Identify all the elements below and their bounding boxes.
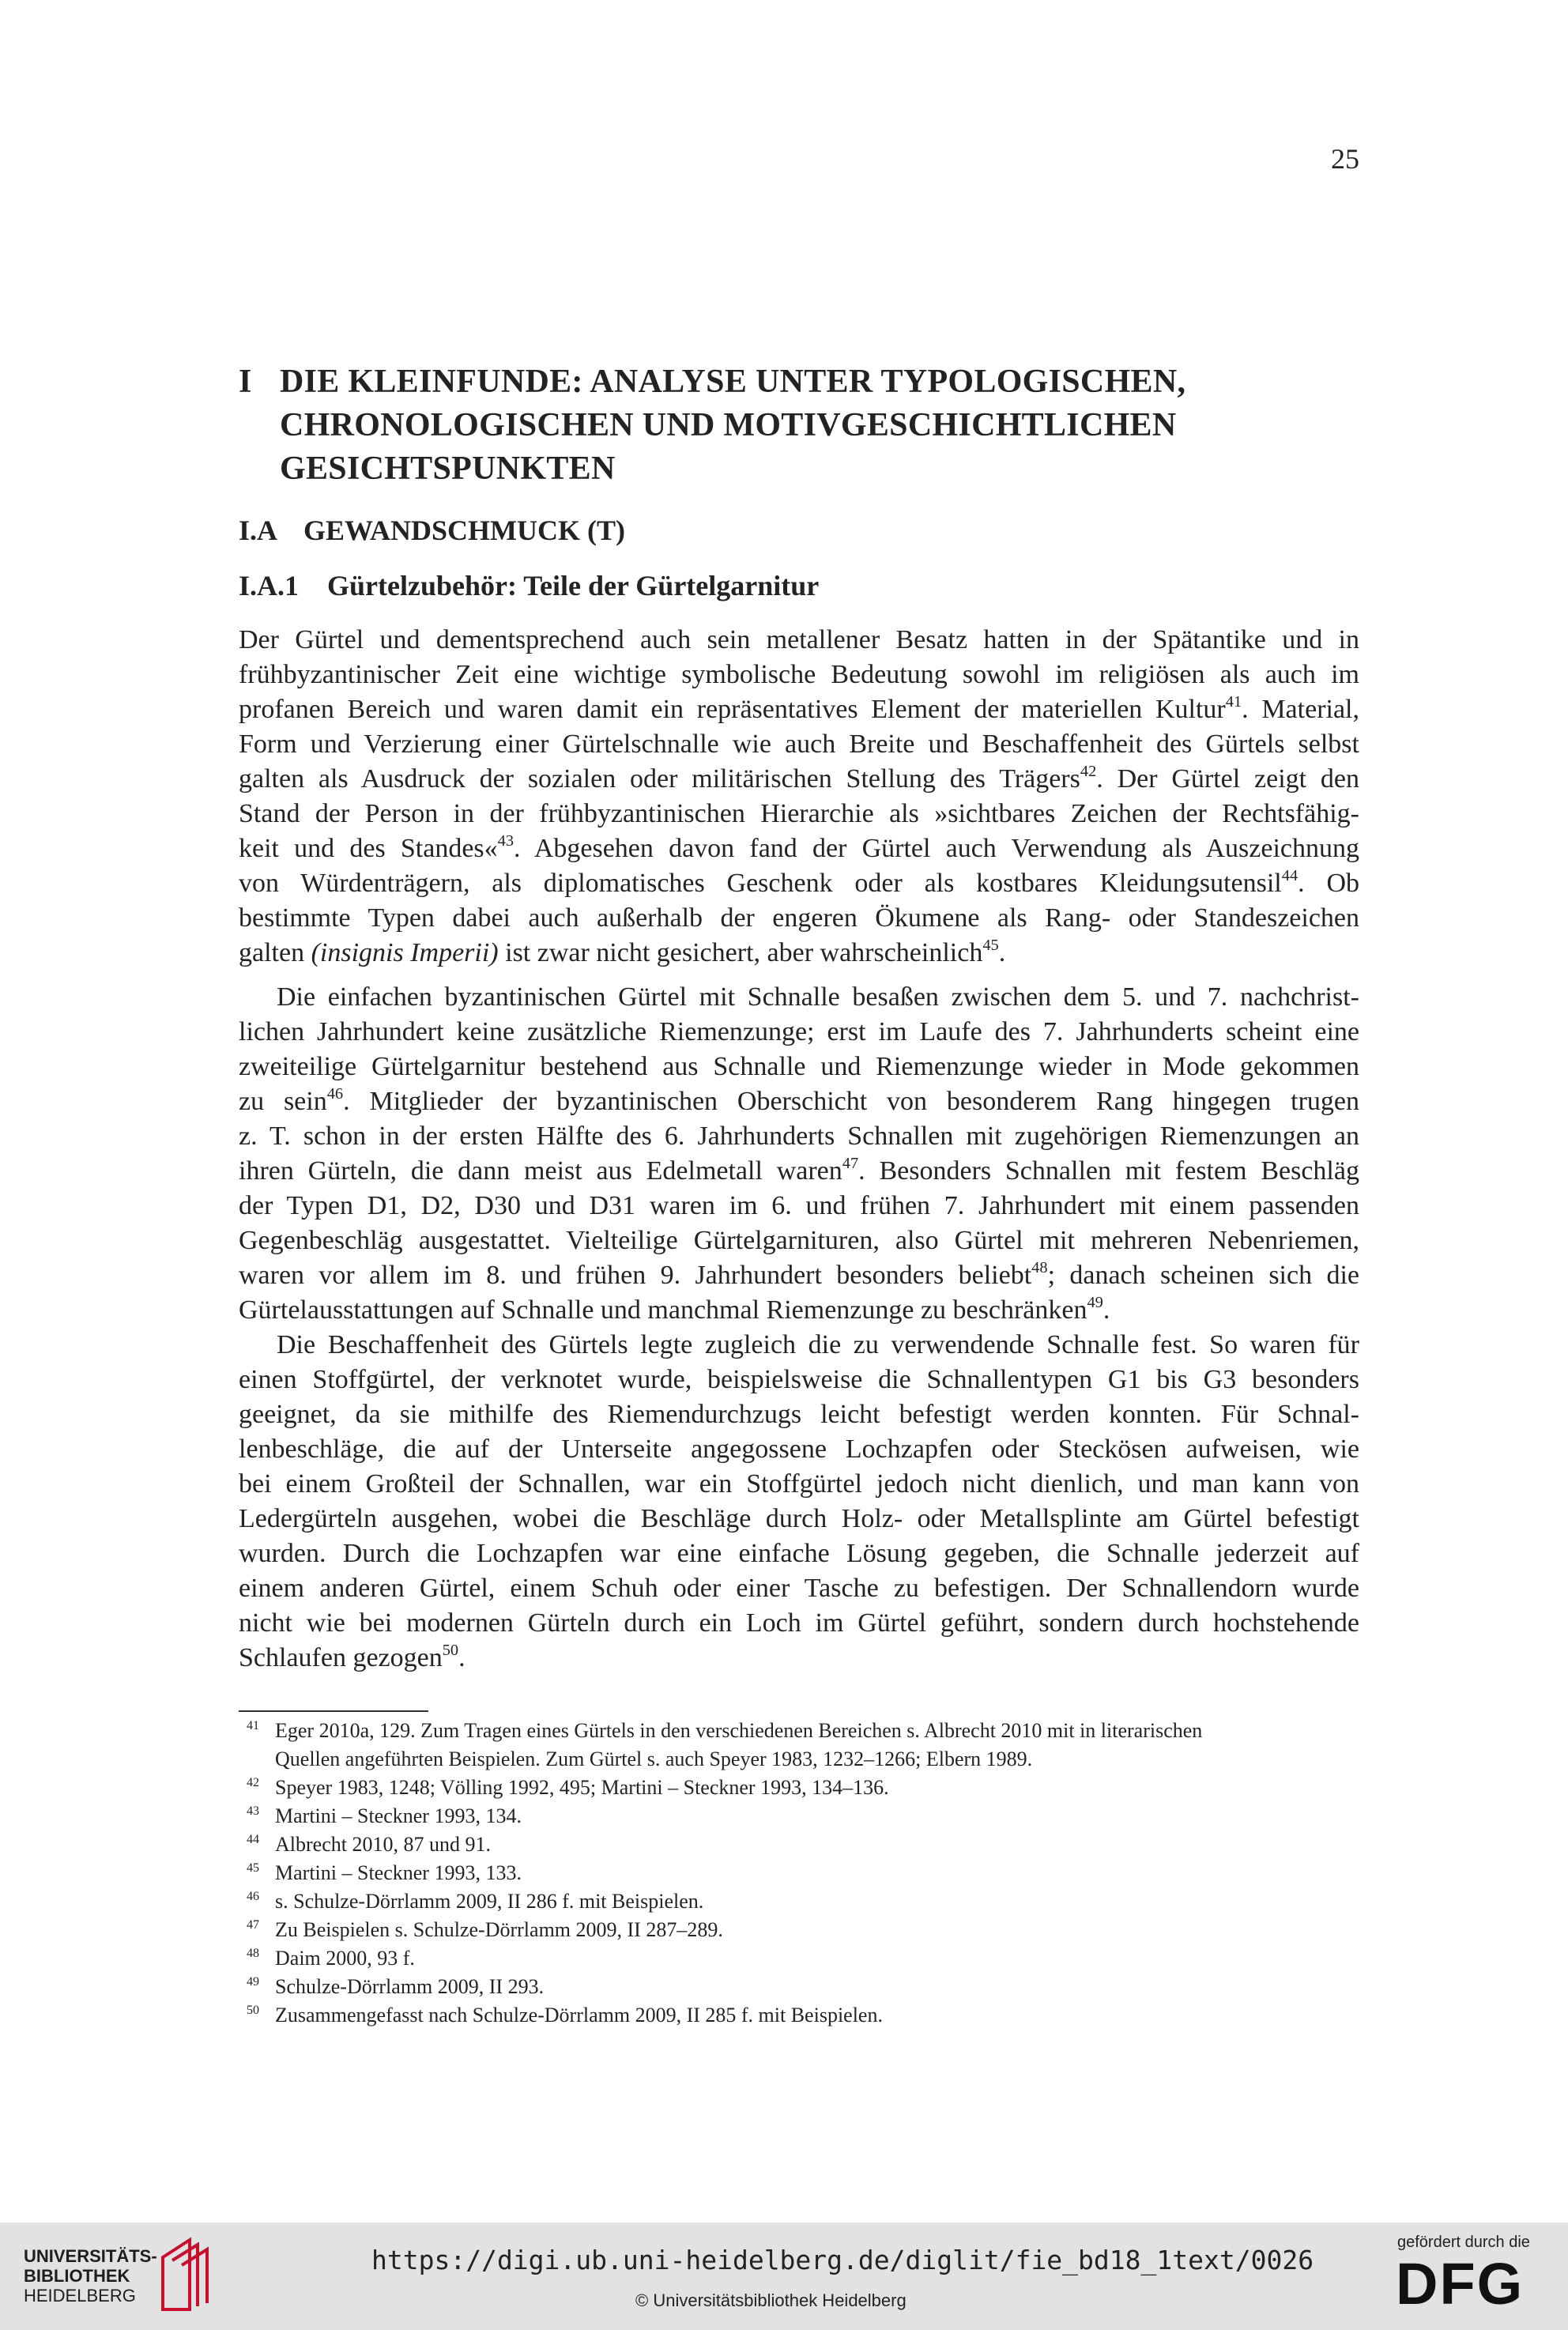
chapter-title-line: DIE KLEINFUNDE: ANALYSE UNTER TYPOLOGISCHEN, [280, 364, 1186, 400]
text-line: geeignet, da sie mithilfe des Riemendurchzugs leicht befestigt werden konnten. Für Schnal- [239, 1400, 1359, 1429]
footnote: 44 Albrecht 2010, 87 und 91. [239, 1830, 1361, 1859]
text-line: einem anderen Gürtel, einem Schuh oder einer Tasche zu befestigen. Der Schnallendorn wurde [239, 1574, 1359, 1603]
university-library-logo[interactable]: UNIVERSITÄTS- BIBLIOTHEK HEIDELBERG [24, 2246, 157, 2305]
footnote: 48 Daim 2000, 93 f. [239, 1944, 1361, 1973]
text-line: Gürtelausstattungen auf Schnalle und manchmal Riemenzunge zu beschränken$^{49}$. [239, 1293, 1110, 1325]
footnote-mark: 46 [247, 1890, 259, 1903]
paragraph [239, 980, 1359, 1328]
dfg-logo[interactable]: DFG [1396, 2251, 1525, 2317]
text-line: Ledergürteln ausgehen, wobei die Beschläge durch Holz- oder Metallsplinte am Gürtel befestigt [239, 1504, 1359, 1533]
footnote-mark: 42 [247, 1776, 259, 1789]
footnote-ref[interactable]: 43 [497, 831, 514, 850]
text-line: frühbyzantinischer Zeit eine wichtige symbolische Bedeutung sowohl im religiösen als auch im [239, 660, 1359, 689]
source-url-link[interactable]: https://digi.ub.uni-heidelberg.de/diglit/fie_bd18_1text/0026 [371, 2245, 1314, 2275]
text-line: einen Stoffgürtel, der verknotet wurde, beispielsweise die Schnallentypen G1 bis G3 besonders [239, 1365, 1359, 1394]
chapter-title-line: GESICHTSPUNKTEN [280, 451, 616, 487]
text-line: ihren Gürteln, die dann meist aus Edelmetall waren$^{47}$. Besonders Schnallen mit festem Beschläg [239, 1154, 1359, 1186]
footnote-ref[interactable]: 41 [1225, 692, 1242, 711]
text-line: lichen Jahrhundert keine zusätzliche Riemenzunge; erst im Laufe des 7. Jahrhunderts scheint eine [239, 1017, 1359, 1046]
subsection-title: Gürtelzubehör: Teile der Gürtelgarnitur [327, 570, 820, 601]
library-emblem-icon [155, 2234, 218, 2316]
text-line: keit und des Standes«$^{43}$. Abgesehen davon fand der Gürtel auch Verwendung als Auszeichnung [239, 831, 1359, 863]
footnotes [239, 1717, 1361, 2030]
footnote-mark: 50 [247, 2004, 259, 2017]
footnote-ref[interactable]: 50 [442, 1641, 459, 1659]
text-line: Schlaufen gezogen$^{50}$. [239, 1641, 466, 1672]
chapter-heading [239, 360, 1361, 491]
footnote-ref[interactable]: 47 [842, 1154, 859, 1172]
text-line: Der Gürtel und dementsprechend auch sein metallener Besatz hatten in der Spätantike und in [239, 625, 1359, 654]
footnote: 42 Speyer 1983, 1248; Völling 1992, 495; Martini – Steckner 1993, 134–136. [239, 1774, 1361, 1802]
funder-caption: gefördert durch die [1397, 2234, 1530, 2251]
footnote: 46 s. Schulze-Dörrlamm 2009, II 286 f. mit Beispielen. [239, 1887, 1361, 1916]
page-number: 25 [1331, 143, 1359, 175]
footnote-mark: 47 [247, 1918, 259, 1932]
paragraph [239, 1328, 1359, 1676]
section-title: GEWANDSCHMUCK (T) [303, 515, 626, 546]
footnote-mark: 49 [247, 1975, 259, 1989]
footnote-ref[interactable]: 46 [326, 1084, 344, 1103]
paragraph [239, 623, 1359, 971]
text-line: galten (insignis Imperii) ist zwar nicht gesichert, aber wahrscheinlich$^{45}$. [239, 936, 1006, 967]
text-line: waren vor allem im 8. und frühen 9. Jahrhundert besonders beliebt$^{48}$; danach scheinen sich die [239, 1258, 1359, 1290]
text-line: der Typen D1, D2, D30 und D31 waren im 6. und frühen 7. Jahrhundert mit einem passenden [239, 1191, 1359, 1220]
footnote-ref[interactable]: 45 [982, 936, 999, 954]
footnote: 43 Martini – Steckner 1993, 134. [239, 1802, 1361, 1830]
text-line: Stand der Person in der frühbyzantinischen Hierarchie als »sichtbares Zeichen der Rechtsfähig- [239, 799, 1359, 828]
text-line: lenbeschläge, die auf der Unterseite angegossene Lochzapfen oder Steckösen aufweisen, wie [239, 1435, 1359, 1464]
copyright-notice: © Universitätsbibliothek Heidelberg [635, 2290, 906, 2310]
text-line: zu sein$^{46}$. Mitglieder der byzantinischen Oberschicht von besonderem Rang hingegen trugen [239, 1084, 1359, 1116]
subsection-number: I.A.1 [239, 570, 300, 601]
section-number: I.A [239, 515, 278, 546]
latin-term: (insignis Imperii) [311, 938, 499, 967]
body-text [239, 623, 1359, 1676]
subsection-heading [239, 569, 819, 602]
footnote-ref[interactable]: 49 [1087, 1293, 1103, 1311]
footnote-mark: 41 [247, 1719, 259, 1732]
text-line: galten als Ausdruck der sozialen oder militärischen Stellung des Trägers$^{42}$. Der Gürtel zeigt den [239, 762, 1359, 794]
footnote-separator [239, 1710, 428, 1712]
text-line: Gegenbeschläg ausgestattet. Vielteilige Gürtelgarnituren, also Gürtel mit mehreren Nebenriemen, [239, 1226, 1359, 1255]
text-line: von Würdenträgern, als diplomatisches Geschenk oder als kostbares Kleidungsutensil$^{44}$. Ob [239, 866, 1359, 898]
footnote: 49 Schulze-Dörrlamm 2009, II 293. [239, 1973, 1361, 2001]
footnote-ref[interactable]: 48 [1031, 1258, 1048, 1276]
section-heading [239, 514, 625, 547]
text-line: profanen Bereich und waren damit ein repräsentatives Element der materiellen Kultur$^{41}$. Material, [239, 692, 1359, 724]
text-line: bestimmte Typen dabei auch außerhalb der engeren Ökumene als Rang- oder Standeszeichen [239, 903, 1359, 933]
footnote-mark: 44 [247, 1833, 259, 1846]
footnote-mark: 43 [247, 1804, 259, 1818]
text-line: z. T. schon in der ersten Hälfte des 6. Jahrhunderts Schnallen mit zugehörigen Riemenzungen an [239, 1122, 1359, 1151]
text-line: wurden. Durch die Lochzapfen war eine einfache Lösung gegeben, die Schnalle jederzeit auf [239, 1539, 1359, 1568]
footnote: 45 Martini – Steckner 1993, 133. [239, 1859, 1361, 1887]
text-line: bei einem Großteil der Schnallen, war ein Stoffgürtel jedoch nicht dienlich, und man kann von [239, 1469, 1359, 1499]
footnote-ref[interactable]: 42 [1080, 762, 1097, 780]
text-line: Die Beschaffenheit des Gürtels legte zugleich die zu verwendende Schnalle fest. So waren für [277, 1330, 1359, 1359]
footnote-ref[interactable]: 44 [1281, 866, 1298, 884]
footnote: 41 Eger 2010a, 129. Zum Tragen eines Gürtels in den verschiedenen Bereichen s. Albrecht 2010 mit in literarischen Quellen angeführten Beispielen. Zum Gürtel s. auch Speyer 1983, 1232–1266; Elbern 1989. [239, 1717, 1361, 1774]
footnote: 47 Zu Beispielen s. Schulze-Dörrlamm 2009, II 287–289. [239, 1916, 1361, 1944]
text-line: Form und Verzierung einer Gürtelschnalle wie auch Breite und Beschaffenheit des Gürtels selbst [239, 730, 1359, 759]
footer-bar [0, 2223, 1568, 2330]
footnote-mark: 48 [247, 1947, 259, 1960]
text-line: Die einfachen byzantinischen Gürtel mit Schnalle besaßen zwischen dem 5. und 7. nachchrist- [277, 982, 1359, 1012]
text-line: nicht wie bei modernen Gürteln durch ein Loch im Gürtel geführt, sondern durch hochstehende [239, 1608, 1359, 1638]
text-line: zweiteilige Gürtelgarnitur bestehend aus Schnalle und Riemenzunge wieder in Mode gekommen [239, 1052, 1359, 1081]
footnote: 50 Zusammengefasst nach Schulze-Dörrlamm 2009, II 285 f. mit Beispielen. [239, 2001, 1361, 2030]
chapter-number: I [239, 364, 252, 400]
chapter-title-line: CHRONOLOGISCHEN UND MOTIVGESCHICHTLICHEN [280, 407, 1177, 443]
footnote-mark: 45 [247, 1861, 259, 1875]
